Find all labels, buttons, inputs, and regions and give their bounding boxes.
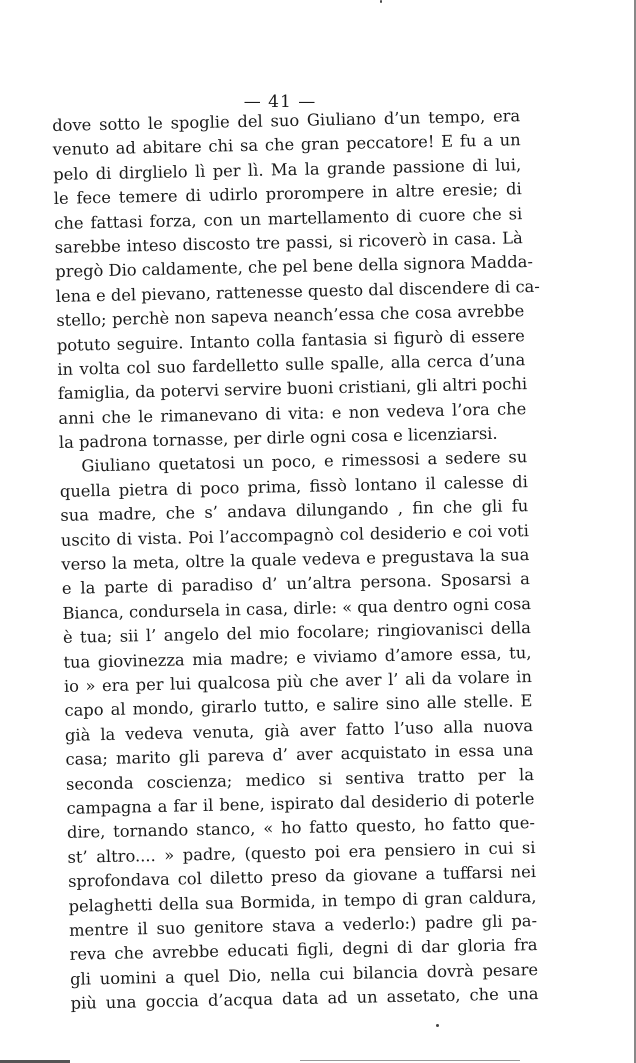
text-line: pelaghetti della sua Bormida, in tempo di gran caldura,: [68, 886, 537, 916]
text-line: pregò Dio caldamente, che pel bene della signora Madda-: [55, 252, 534, 282]
text-line: casa; marito gli pareva d’ aver acquistato in essa una: [65, 740, 534, 770]
text-line: le fece temere di udirlo prorompere in altre eresie; di: [53, 179, 522, 209]
text-line: e la parte di paradiso d’ un’altra persona. Sposarsi a: [61, 569, 531, 599]
text-line: gli uomini a quel Dio, nella cui bilancia dovrà pesare: [69, 959, 539, 989]
text-line: sprofondava col diletto preso da giovane a tuffarsi nei: [67, 862, 537, 891]
text-line: tua giovinezza mia madre; e viviamo d’amore essa, tu,: [63, 642, 532, 672]
text-line: famiglia, da potervi servire buoni cristiani, gli altri pochi: [57, 374, 528, 404]
scan-speck: [380, 0, 382, 3]
text-line: in volta col suo fardelletto sulle spalle, alla cerca d’una: [57, 350, 526, 379]
text-line: anni che le rimanevano di vita: e non vedeva l’ora che: [58, 398, 527, 428]
text-line: mentre il suo genitore stava a vederlo:) padre gli pa-: [68, 910, 538, 940]
text-line: reva che avrebbe educati figli, degni di dar gloria fra: [69, 935, 538, 965]
body-text: [52, 104, 539, 1016]
text-line: venuto ad abitare chi sa che gran peccatore! E fu a un: [52, 130, 521, 160]
text-line: che fattasi forza, con un martellamento di cuore che si: [54, 203, 523, 233]
text-line: potuto seguire. Intanto colla fantasia si figurò di essere: [56, 325, 525, 355]
text-line: Giuliano quetatosi un poco, e rimessosi a sedere su: [81, 447, 528, 476]
scan-artifact-bottom: [300, 1060, 520, 1061]
text-line: sarebbe inteso discosto tre passi, si ricoverò in casa. Là: [54, 228, 523, 257]
text-line: stello; perchè non sapeva neanch’essa che cosa avrebbe: [56, 301, 525, 331]
text-line: quella pietra di poco prima, fissò lontano il calesse di: [59, 471, 528, 501]
text-line: già la vedeva venuta, già aver fatto l’uso alla nuova: [64, 715, 534, 745]
text-line: la padrona tornasse, per dirle ogni cosa e licenziarsi.: [58, 423, 498, 453]
text-line: uscito di vista. Poi l’accompagnò col desiderio e coi voti: [60, 520, 530, 550]
text-line: capo al mondo, girarlo tutto, e salire sino alle stelle. E: [64, 691, 533, 721]
text-line: seconda coscienza; medico si sentiva tratto per la: [65, 764, 535, 794]
text-line: campagna a far il bene, ispirato dal desiderio di poterle: [66, 788, 535, 818]
text-line: pelo di dirglielo lì per lì. Ma la grande passione di lui,: [53, 154, 522, 184]
scan-speck: [436, 1024, 439, 1027]
text-line: Bianca, condursela in casa, dirle: « qua dentro ogni cosa: [62, 593, 532, 623]
text-line: io » era per lui qualcosa più che aver l’ ali da volare in: [63, 667, 533, 696]
page-number: — 41 —: [243, 92, 317, 112]
text-line: più una goccia d’acqua data ad un assetato, che una: [70, 984, 539, 1013]
text-line: è tua; sii l’ angelo del mio focolare; ringiovanisci della: [62, 618, 532, 648]
text-line: lena e del pievano, rattenesse questo dal discendere di ca-: [55, 276, 540, 306]
text-line: dove sotto le spoglie del suo Giuliano d’un tempo, era: [52, 106, 521, 135]
text-line: sua madre, che s’ andava dilungando , fin che gli fu: [60, 496, 529, 526]
text-line: st’ altro.... » padre, (questo poi era pensiero in cui si: [67, 837, 536, 867]
text-line: verso la meta, oltre la quale vedeva e pregustava la sua: [61, 545, 530, 574]
text-line: dire, tornando stanco, « ho fatto questo, ho fatto que-: [66, 813, 536, 843]
